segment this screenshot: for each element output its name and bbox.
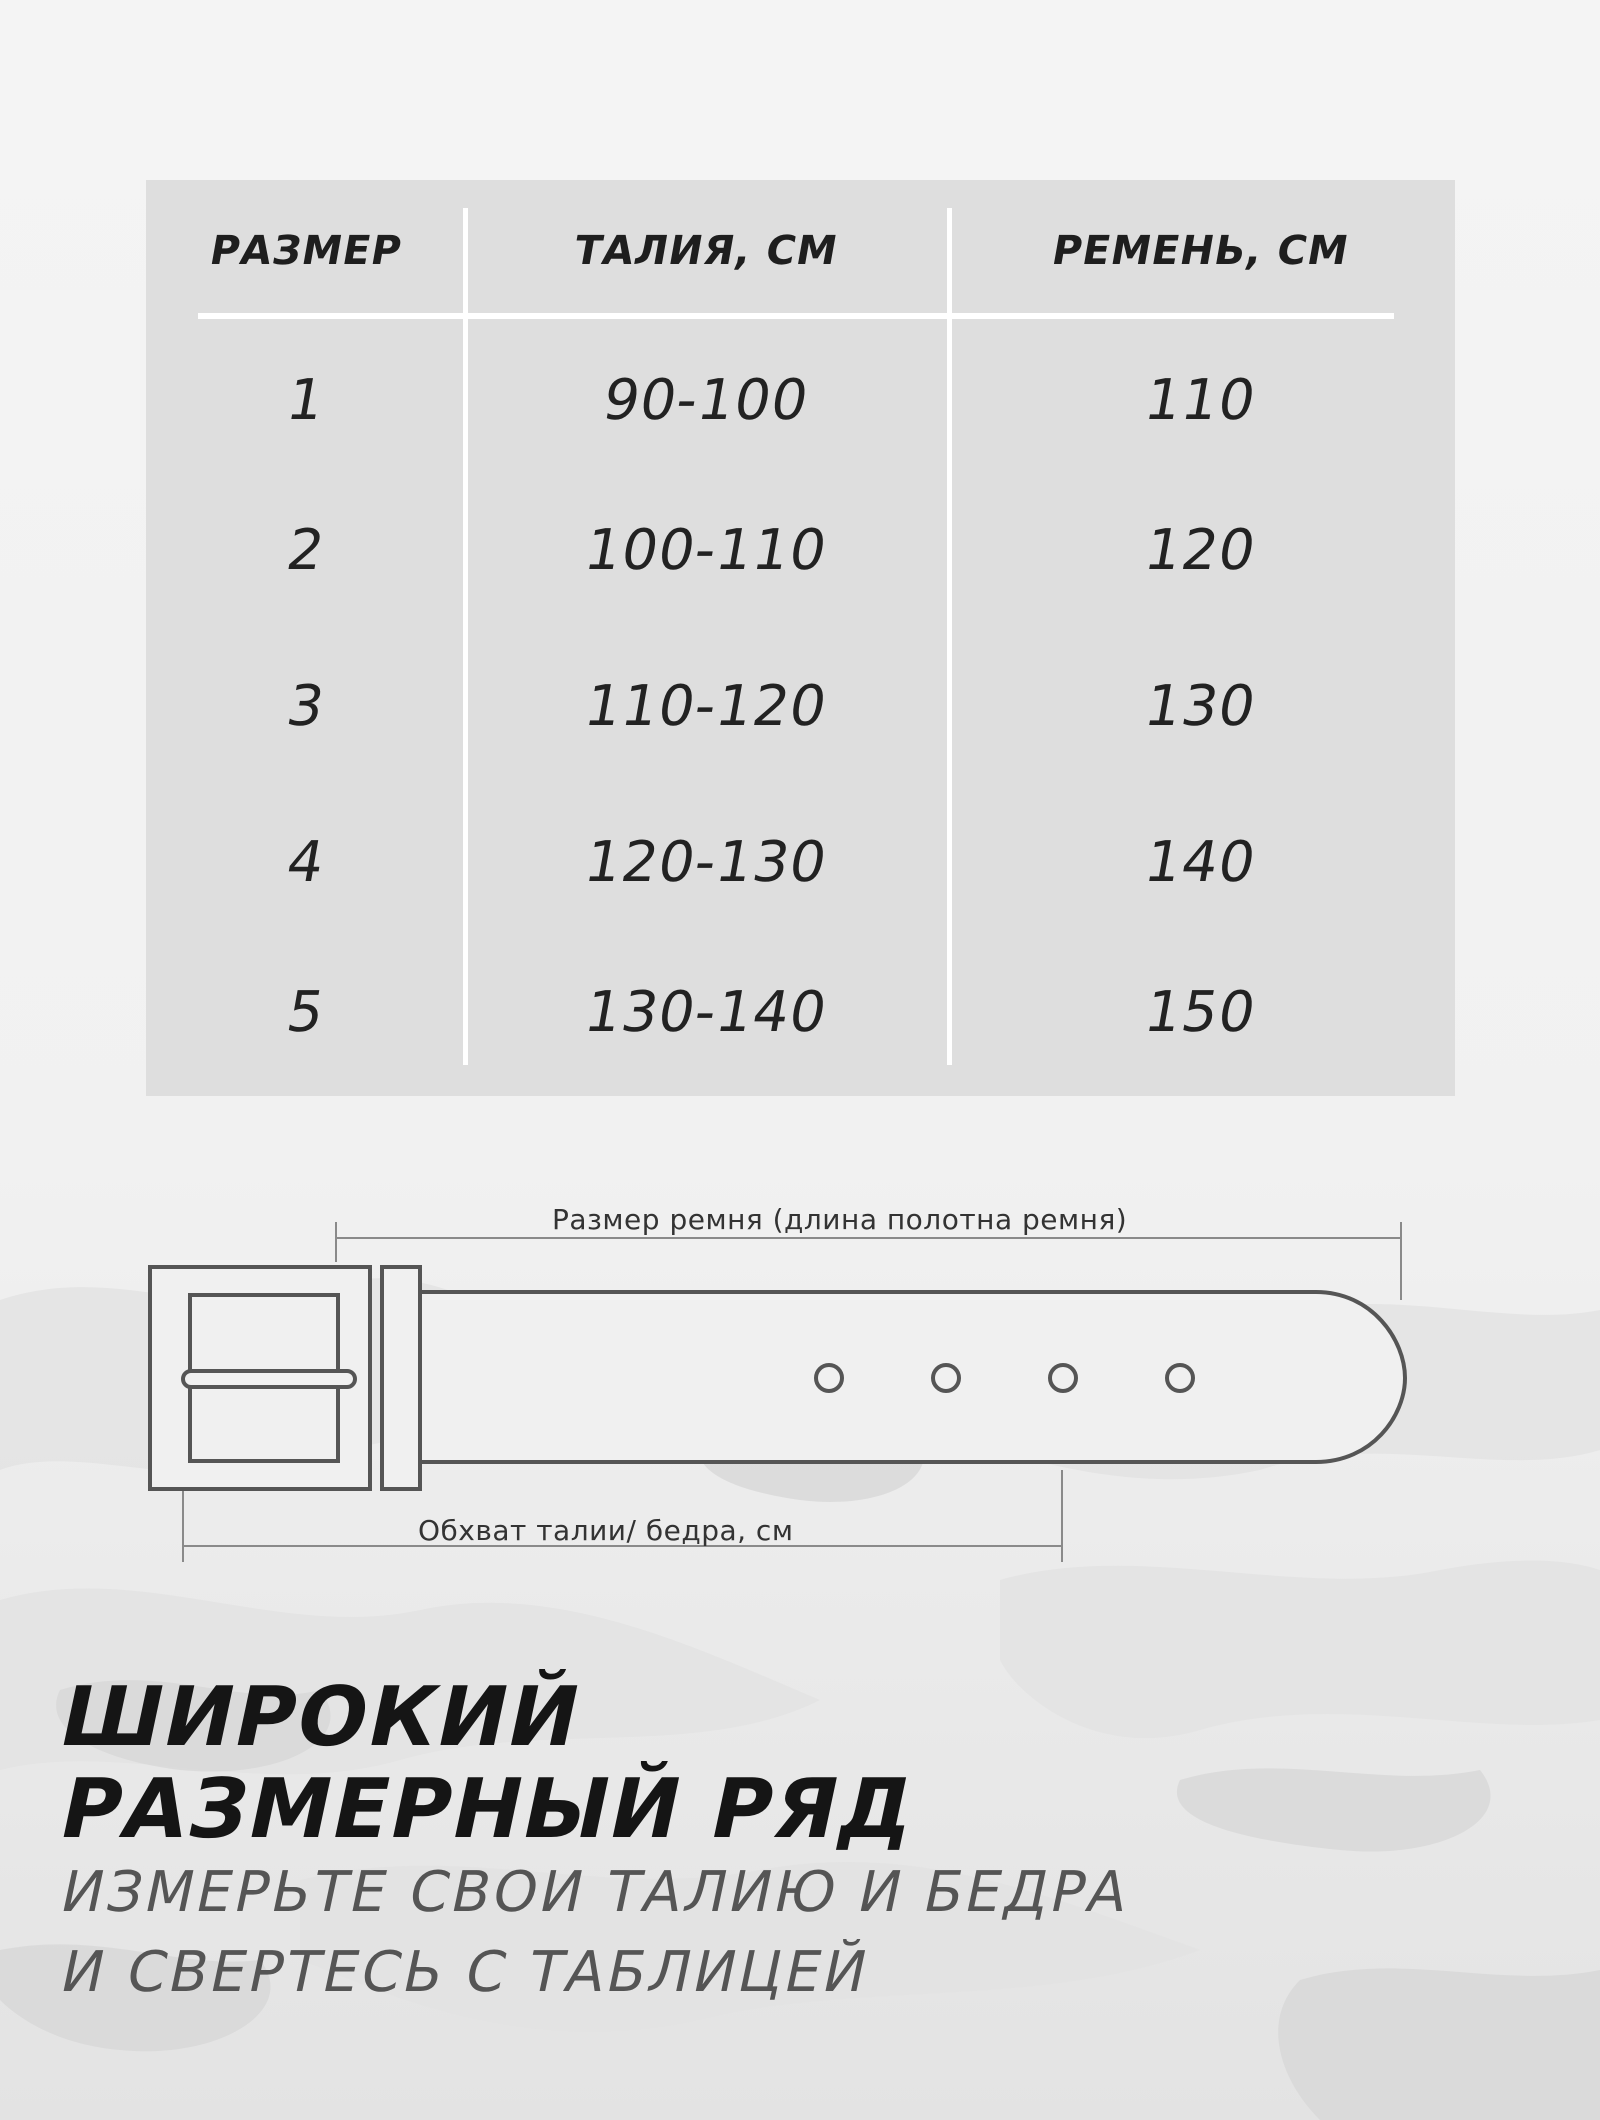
belt-hole-icon [1167,1365,1193,1391]
cell-waist: 90-100 [598,368,814,433]
header-belt: РЕМЕНЬ, СМ [1048,228,1353,274]
belt-hole-icon [816,1365,842,1391]
header-size: РАЗМЕР [206,228,406,274]
belt-strap-icon [420,1292,1405,1462]
cell-size: 1 [281,368,331,433]
cell-waist: 110-120 [579,674,833,739]
cell-belt: 140 [1139,830,1262,895]
cell-size: 3 [281,674,331,739]
cell-belt: 120 [1139,518,1262,583]
headline-line-1: ШИРОКИЙ [51,1670,591,1765]
cell-size: 2 [281,518,331,583]
subtitle-line-2: И СВЕРТЕСЬ С ТАБЛИЦЕЙ [55,1940,876,2005]
cell-size: 4 [281,830,331,895]
cell-waist: 130-140 [579,980,833,1045]
cell-belt: 110 [1139,368,1262,433]
headline-line-2: РАЗМЕРНЫЙ РЯД [51,1762,925,1857]
belt-keeper-icon [382,1267,420,1489]
cell-size: 5 [281,980,331,1045]
cell-belt: 130 [1139,674,1262,739]
cell-waist: 120-130 [579,830,833,895]
belt-length-label: Размер ремня (длина полотна ремня) [552,1203,1128,1236]
header-waist: ТАЛИЯ, СМ [570,228,842,274]
buckle-icon [150,1267,370,1489]
waist-label: Обхват талии/ бедра, см [418,1514,794,1547]
cell-waist: 100-110 [579,518,833,583]
subtitle-line-1: ИЗМЕРЬТЕ СВОИ ТАЛИЮ И БЕДРА [55,1860,1137,1925]
belt-hole-icon [1050,1365,1076,1391]
cell-belt: 150 [1139,980,1262,1045]
belt-hole-icon [933,1365,959,1391]
